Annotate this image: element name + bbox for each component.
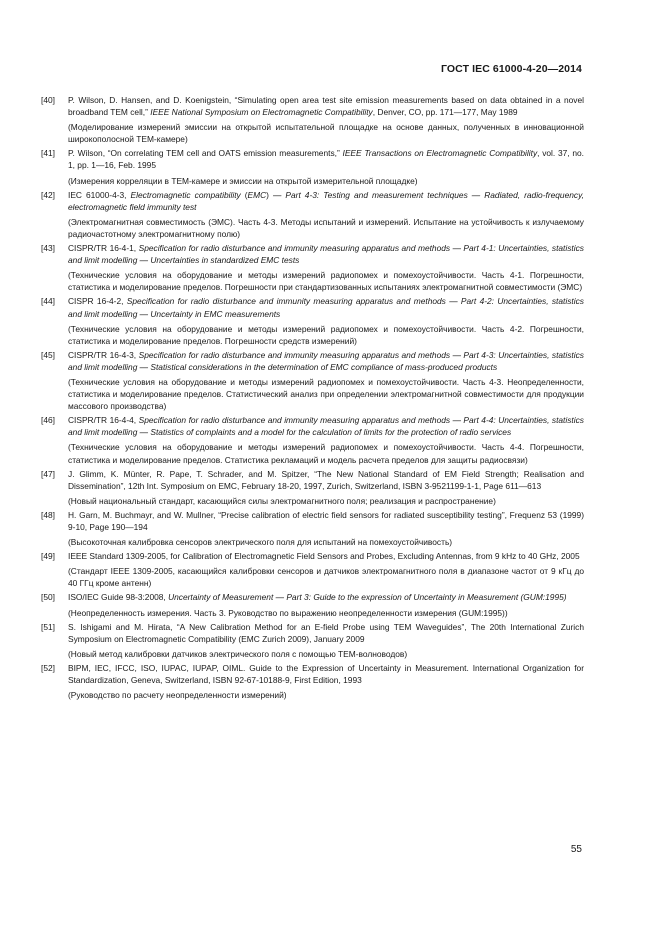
reference-translation: (Новый национальный стандарт, касающийся силы электромагнитного поля; реализация и распространение)	[68, 495, 496, 506]
reference-item	[41, 242, 584, 293]
reference-translation: (Руководство по расчету неопределенности измерений)	[68, 690, 287, 701]
reference-item	[41, 621, 584, 660]
reference-item	[41, 509, 584, 548]
reference-citation	[68, 550, 584, 562]
citation-title-italic: Specification for radio disturbance and immunity measuring apparatus and methods — Part 4-4: Uncertainties, statistics and limit modelling — Statistics of complaints and a model for the calculation of limits for the protection of radio services	[68, 415, 584, 438]
reference-number: [41]	[41, 148, 55, 159]
reference-translation: (Технические условия на оборудование и методы измерений радиопомех и помехоустойчивости. Часть 4-2. Погрешности, статистика и моделирование пределов. Погрешности средств измерений)	[68, 323, 584, 346]
reference-item	[41, 147, 584, 186]
citation-title-italic: Specification for radio disturbance and immunity measuring apparatus and methods — Part 4-2: Uncertainties, statistics and limit modelling — Uncertainty in EMC measurements	[68, 296, 584, 319]
reference-item	[41, 349, 584, 412]
reference-number: [49]	[41, 551, 55, 562]
citation-title-italic: IEEE National Symposium on Electromagnetic Compatibility	[150, 107, 373, 118]
reference-number: [46]	[41, 415, 55, 426]
citation-title-italic: Uncertainty of Measurement — Part 3: Guide to the expression of Uncertainty in Measurement (GUM:1995)	[168, 592, 567, 603]
reference-item	[41, 591, 584, 618]
citation-text: J. Glimm, K. Münter, R. Pape, T. Schrader, and M. Spitzer, “The New National Standard of EM Field Strength; Realisation and Dissemination”, 12th Int. Symposium on EMC, February 18-20, 1997, Zurich, Switzerland, ISBN 3-9521199-1-1, Page 611—613	[68, 468, 584, 491]
citation-title-italic: Specification for radio disturbance and immunity measuring apparatus and methods — Part 4-1: Uncertainties, statistics and limit modelling — Uncertainties in standardized EMC tests	[68, 243, 584, 266]
citation-text: CISPR/TR 16-4-1,	[68, 243, 139, 254]
reference-item	[41, 468, 584, 507]
reference-translation: (Измерения корреляции в TEM-камере и эмиссии на открытой измерительной площадке)	[68, 175, 418, 186]
citation-title-italic: IEEE Transactions on Electromagnetic Compatibility	[342, 148, 538, 159]
reference-citation	[68, 147, 584, 171]
reference-number: [42]	[41, 189, 55, 200]
reference-citation	[68, 621, 584, 645]
reference-number: [52]	[41, 662, 55, 673]
reference-number: [44]	[41, 296, 55, 307]
reference-translation: (Электромагнитная совместимость (ЭМС). Часть 4-3. Методы испытаний и измерений. Испытание на устойчивость к излучаемому радиочастотному электромагнитному полю)	[68, 216, 584, 239]
reference-translation: (Стандарт IEEE 1309-2005, касающийся калибровки сенсоров и датчиков электромагнитного поля в диапазоне частот от 9 кГц до 40 ГГц кроме антенн)	[68, 566, 584, 589]
reference-citation	[68, 591, 584, 603]
reference-item	[41, 189, 584, 240]
citation-text: ISO/IEC Guide 98-3:2008,	[68, 592, 169, 603]
reference-item	[41, 662, 584, 701]
citation-title-italic: Electromagnetic compatibility	[130, 189, 241, 200]
citation-text: S. Ishigami and M. Hirata, “A New Calibration Method for an E-field Probe using TEM Waveguides”, The 20th International Zurich Symposium on Electromagnetic Compatibility (EMC Zurich 2009), January 2009	[68, 621, 584, 644]
reference-item	[41, 94, 584, 145]
reference-citation	[68, 295, 584, 319]
citation-text: , vol. 37, no. 1, pp. 1—16, Feb. 1995	[68, 148, 585, 171]
citation-title-italic: — Part 4-3: Testing and measurement techniques — Radiated, radio-frequency, electromagnetic field immunity test	[68, 189, 584, 212]
citation-text: P. Wilson, D. Hansen, and D. Koenigstein, “Simulating open area test site emission measurements based on data obtained in a novel broadband TEM cell,”	[68, 95, 584, 118]
citation-text: BIPM, IEC, IFCC, ISO, IUPAC, IUPAP, OIML. Guide to the Expression of Uncertainty in Measurement. International Organization for Standardization, Geneva, Switzerland, ISBN 92-67-10188-9, First Edition, 1993	[68, 662, 584, 686]
citation-text: CISPR/TR 16-4-4,	[68, 415, 139, 426]
reference-translation: (Технические условия на оборудование и методы измерений радиопомех и помехоустойчивости. Часть 4-3. Неопределенности, статистика и моделирование пределов. Статистический анализ при определении электромагнитной совместимости для продукции массового производства)	[68, 376, 584, 412]
citation-text: H. Garn, M. Buchmayr, and W. Mullner, “Precise calibration of electric field sensors for radiated susceptibility testing”, Frequenz 53 (1999) 9-10, Page 190—194	[68, 509, 584, 532]
reference-citation	[68, 242, 584, 266]
citation-text: IEEE Standard 1309-2005, for Calibration of Electromagnetic Field Sensors and Probes, Excluding Antennas, from 9 kHz to 40 GHz, 2005	[68, 551, 580, 562]
reference-number: [43]	[41, 243, 55, 254]
reference-translation: (Моделирование измерений эмиссии на открытой испытательной площадке на основе данных, полученных в инновационной широкополосной TEM-камере)	[68, 122, 584, 145]
citation-text: P. Wilson, “On correlating TEM cell and OATS emission measurements,”	[68, 148, 343, 159]
reference-translation: (Высокоточная калибровка сенсоров электрического поля для испытаний на помехоустойчивость)	[68, 537, 453, 548]
reference-citation	[68, 189, 584, 213]
reference-citation	[68, 94, 584, 118]
citation-text: CISPR 16-4-2,	[68, 296, 127, 307]
page-number: 55	[570, 844, 582, 855]
citation-text: )	[266, 189, 273, 200]
reference-number: [50]	[41, 592, 55, 603]
reference-number: [48]	[41, 509, 55, 520]
reference-item	[41, 414, 584, 465]
reference-number: [45]	[41, 349, 55, 360]
reference-number: [40]	[41, 95, 55, 105]
reference-citation	[68, 468, 584, 492]
citation-text: (	[240, 189, 248, 200]
citation-title-italic: EMC	[247, 189, 267, 200]
reference-item	[41, 295, 584, 346]
reference-list	[41, 94, 584, 703]
document-header: ГОСТ IEC 61000-4-20—2014	[440, 63, 582, 75]
citation-text: IEC 61000-4-3,	[68, 189, 131, 200]
reference-translation: (Технические условия на оборудование и методы измерений радиопомех и помехоустойчивости. Часть 4-1. Погрешности, статистика и моделирование пределов. Погрешности при стандартизованных испытаниях электромагнитной совместимости (ЭМС)	[68, 270, 584, 293]
citation-text: CISPR/TR 16-4-3,	[68, 349, 139, 360]
reference-translation: (Технические условия на оборудование и методы измерений радиопомех и помехоустойчивости. Часть 4-4. Погрешности, статистика и моделирование пределов. Статистика рекламаций и модель расчета пределов для защиты радиосвязи)	[68, 442, 584, 465]
reference-translation: (Неопределенность измерения. Часть 3. Руководство по выражению неопределенности измерения (GUM:1995))	[68, 607, 508, 618]
reference-item	[41, 550, 584, 589]
reference-translation: (Новый метод калибровки датчиков электрического поля с помощью TEM-волноводов)	[68, 648, 408, 659]
citation-title-italic: Specification for radio disturbance and immunity measuring apparatus and methods — Part 4-3: Uncertainties, statistics and limit modelling — Statistical considerations in the determination of EMC compliance of mass-produced products	[68, 349, 584, 372]
reference-citation	[68, 662, 584, 686]
reference-citation	[68, 414, 584, 438]
citation-text: , Denver, CO, pp. 171—177, May 1989	[372, 107, 518, 118]
reference-citation	[68, 349, 584, 373]
reference-number: [47]	[41, 468, 55, 479]
reference-number: [51]	[41, 621, 55, 632]
reference-citation	[68, 509, 584, 533]
